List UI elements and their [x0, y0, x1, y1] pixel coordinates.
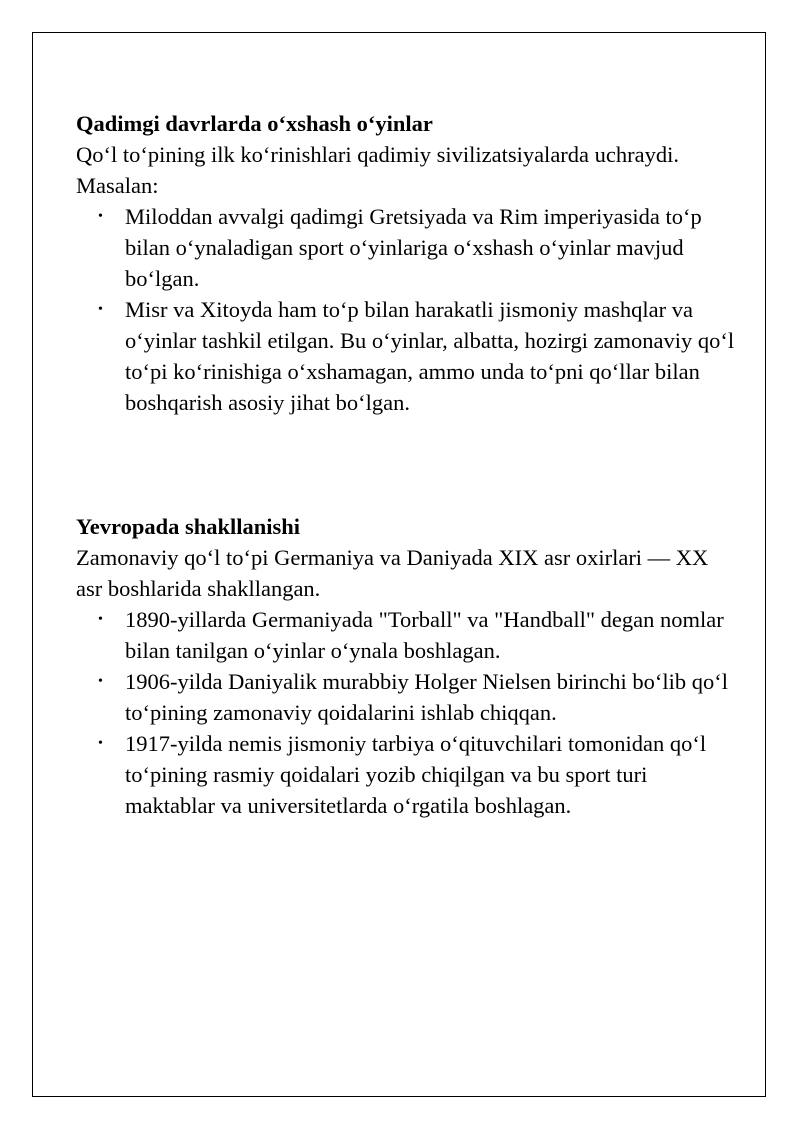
list-item: [76, 201, 736, 294]
section-ancient-games: [76, 108, 736, 418]
bullet-icon: •: [98, 736, 103, 751]
section-intro: Qo‘l to‘pining ilk ko‘rinishlari qadimiy sivilizatsiyalarda uchraydi. Masalan:: [76, 142, 679, 198]
bullet-icon: •: [98, 674, 103, 689]
bullet-icon: •: [98, 209, 103, 224]
list-item: [76, 728, 736, 821]
list-item-text: 1917-yilda nemis jismoniy tarbiya o‘qituvchilari tomonidan qo‘l to‘pining rasmiy qoidalari yozib chiqilgan va bu sport turi maktablar va universitetlarda o‘rgatila boshlagan.: [125, 731, 707, 818]
section-heading: Qadimgi davrlarda o‘xshash o‘yinlar: [76, 111, 433, 136]
list-item-text: 1890-yillarda Germaniyada "Torball" va "Handball" degan nomlar bilan tanilgan o‘yinlar o‘ynala boshlagan.: [125, 607, 724, 663]
section-heading: Yevropada shakllanishi: [76, 514, 301, 539]
section-europe-formation: [76, 511, 736, 821]
list-item-text: Miloddan avvalgi qadimgi Gretsiyada va Rim imperiyasida to‘p bilan o‘ynaladigan sport o‘yinlariga o‘xshash o‘yinlar mavjud bo‘lgan.: [125, 204, 702, 291]
list-item: [76, 666, 736, 728]
bullet-list: [76, 604, 736, 821]
list-item: [76, 604, 736, 666]
section-intro: Zamonaviy qo‘l to‘pi Germaniya va Daniyada XIX asr oxirlari — XX asr boshlarida shakllangan.: [76, 545, 709, 601]
list-item-text: Misr va Xitoyda ham to‘p bilan harakatli jismoniy mashqlar va o‘yinlar tashkil etilgan. Bu o‘yinlar, albatta, hozirgi zamonaviy qo‘l to‘pi ko‘rinishiga o‘xshamagan, ammo unda to‘pni qo‘llar bilan boshqarish asosiy jihat bo‘lgan.: [125, 297, 735, 415]
list-item: [76, 294, 736, 418]
bullet-icon: •: [98, 612, 103, 627]
list-item-text: 1906-yilda Daniyalik murabbiy Holger Nielsen birinchi bo‘lib qo‘l to‘pining zamonaviy qoidalarini ishlab chiqqan.: [125, 669, 728, 725]
bullet-icon: •: [98, 302, 103, 317]
document-body: [76, 108, 736, 821]
bullet-list: [76, 201, 736, 418]
